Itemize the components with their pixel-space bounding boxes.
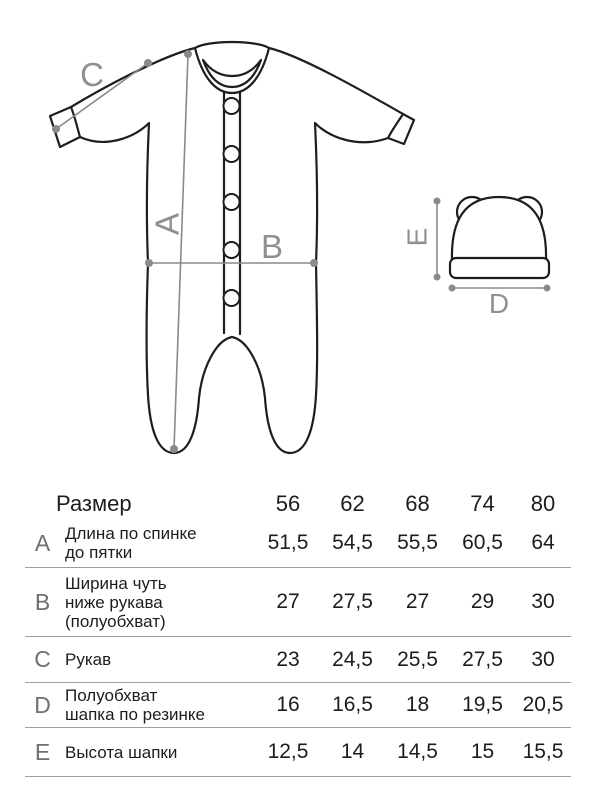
row-description: Высота шапки xyxy=(65,742,178,762)
measurement-value: 14 xyxy=(340,740,365,763)
label-e: E xyxy=(401,227,433,247)
snap-button xyxy=(224,98,240,114)
row-description: Ширина чуть ниже рукава (полуобхват) xyxy=(65,573,167,631)
measurement-value: 19,5 xyxy=(462,693,503,716)
size-table-rows xyxy=(25,519,571,777)
table-row xyxy=(25,568,571,637)
size-table-header xyxy=(25,485,571,519)
collar-top-edge xyxy=(195,42,269,48)
measurement-value: 64 xyxy=(531,531,555,554)
size-column-header: 68 xyxy=(405,491,430,516)
label-d: D xyxy=(488,288,510,319)
measurement-value: 51,5 xyxy=(267,531,309,554)
measurement-value: 16,5 xyxy=(332,693,373,716)
measurement-value: 23 xyxy=(276,647,300,671)
measurement-value: 55,5 xyxy=(397,531,438,554)
snap-button xyxy=(224,194,240,210)
measure-line-e xyxy=(434,198,441,281)
size-column-header: 56 xyxy=(275,491,301,516)
size-table xyxy=(25,485,571,777)
table-row xyxy=(25,728,571,777)
measurement-value: 12,5 xyxy=(267,740,309,763)
row-letter: B xyxy=(34,588,51,615)
row-description: Длина по спинке до пятки xyxy=(65,524,197,562)
measurement-value: 29 xyxy=(470,590,495,613)
label-c: C xyxy=(80,56,104,93)
measurement-value: 27 xyxy=(405,590,430,613)
measurement-value: 15 xyxy=(470,740,495,763)
measurement-value: 54,5 xyxy=(332,531,373,554)
hat-drawing xyxy=(450,197,549,278)
measurement-value: 20,5 xyxy=(522,693,564,716)
size-column-header: 80 xyxy=(530,491,556,516)
measurement-value: 27,5 xyxy=(332,590,373,613)
size-column-header: 62 xyxy=(340,491,365,516)
measurement-value: 18 xyxy=(405,693,430,716)
table-row xyxy=(25,683,571,728)
row-letter: C xyxy=(34,646,51,672)
table-row xyxy=(25,519,571,568)
measurement-value: 14,5 xyxy=(397,740,438,763)
measurement-value: 15,5 xyxy=(522,740,564,763)
row-letter: E xyxy=(34,738,51,765)
measurement-value: 27,5 xyxy=(462,647,503,671)
measurement-value: 24,5 xyxy=(332,647,373,671)
romper-drawing xyxy=(50,42,414,453)
measurement-value: 25,5 xyxy=(397,647,438,671)
snap-button xyxy=(224,146,240,162)
row-letter: A xyxy=(34,529,51,556)
table-row xyxy=(25,637,571,683)
snap-button xyxy=(224,290,240,306)
label-b: B xyxy=(260,228,284,265)
label-a: A xyxy=(148,212,186,236)
row-description: Полуобхват шапка по резинке xyxy=(65,686,205,724)
row-letter: D xyxy=(34,691,51,718)
hat-brim xyxy=(450,258,549,278)
size-column-header: 74 xyxy=(470,491,495,516)
row-description: Рукав xyxy=(65,650,112,669)
measurement-value: 16 xyxy=(276,693,300,716)
size-header-label: Размер xyxy=(56,491,132,516)
measurement-value: 30 xyxy=(531,590,555,613)
measurement-value: 60,5 xyxy=(462,531,503,554)
measurement-value: 27 xyxy=(276,590,300,613)
snap-button xyxy=(224,242,240,258)
measurement-value: 30 xyxy=(531,647,555,671)
